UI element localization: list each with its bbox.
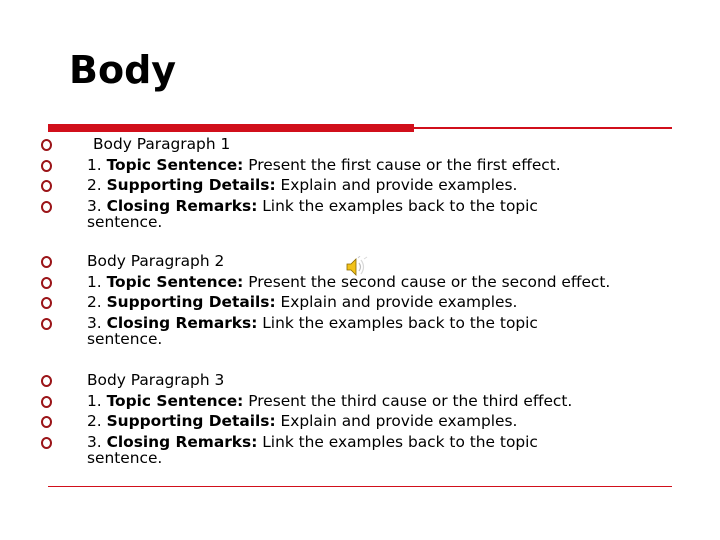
hollow-circle-bullet-icon xyxy=(41,297,52,309)
section-heading: Body Paragraph 3 xyxy=(87,371,225,389)
list-item xyxy=(40,411,690,432)
supporting-details-item: 2. Supporting Details: Explain and provide examples. xyxy=(87,176,518,194)
supporting-details-item: 2. Supporting Details: Explain and provide examples. xyxy=(87,293,518,311)
title-underline-bar xyxy=(48,124,414,132)
slide-title: Body xyxy=(69,48,177,92)
section-heading: Body Paragraph 2 xyxy=(87,252,225,270)
footer-divider xyxy=(48,486,672,487)
closing-remarks-continuation: sentence. xyxy=(87,449,163,467)
list-item xyxy=(40,370,690,391)
hollow-circle-bullet-icon xyxy=(41,416,52,428)
list-item xyxy=(40,134,690,155)
hollow-circle-bullet-icon xyxy=(41,160,52,172)
closing-remarks-continuation: sentence. xyxy=(87,330,163,348)
topic-sentence-item: 1. Topic Sentence: Present the first cause or the first effect. xyxy=(87,155,561,174)
supporting-details-item: 2. Supporting Details: Explain and provide examples. xyxy=(87,412,518,430)
closing-remarks-item: 3. Closing Remarks: Link the examples back to the topic xyxy=(87,432,538,451)
hollow-circle-bullet-icon xyxy=(41,180,52,192)
hollow-circle-bullet-icon xyxy=(41,201,52,213)
body-paragraph-1-block xyxy=(40,134,690,232)
list-item xyxy=(40,391,690,412)
list-item xyxy=(40,175,690,196)
closing-remarks-item: 3. Closing Remarks: Link the examples back to the topic xyxy=(87,196,538,215)
section-heading: Body Paragraph 1 xyxy=(93,135,231,153)
hollow-circle-bullet-icon xyxy=(41,139,52,151)
body-paragraph-3-block xyxy=(40,370,690,468)
list-item xyxy=(40,292,690,313)
hollow-circle-bullet-icon xyxy=(41,277,52,289)
hollow-circle-bullet-icon xyxy=(41,396,52,408)
hollow-circle-bullet-icon xyxy=(41,256,52,268)
title-underline-thin xyxy=(414,127,672,129)
hollow-circle-bullet-icon xyxy=(41,437,52,449)
speaker-icon[interactable] xyxy=(345,256,369,278)
closing-remarks-item: 3. Closing Remarks: Link the examples back to the topic xyxy=(87,313,538,332)
topic-sentence-item: 1. Topic Sentence: Present the third cause or the third effect. xyxy=(87,391,573,410)
list-item xyxy=(40,155,690,176)
hollow-circle-bullet-icon xyxy=(41,375,52,387)
closing-remarks-continuation: sentence. xyxy=(87,213,163,231)
topic-sentence-item: 1. Topic Sentence: Present the second cause or the second effect. xyxy=(87,272,611,291)
hollow-circle-bullet-icon xyxy=(41,318,52,330)
